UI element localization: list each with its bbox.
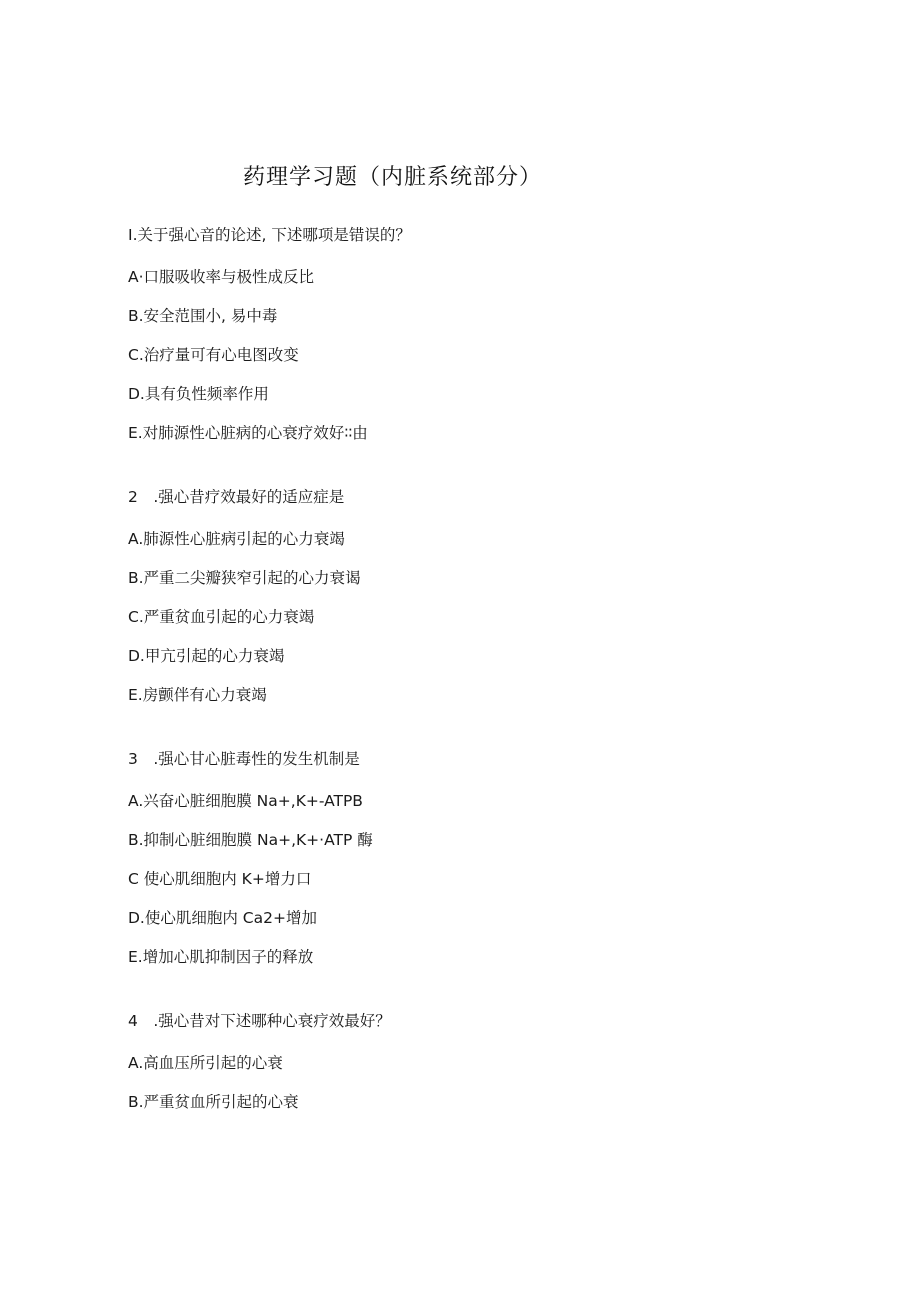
question-2-option-e: E.房颤伴有心力衰竭	[128, 686, 267, 704]
question-1-stem: I.关于强心音的论述, 下述哪项是错误的？	[128, 226, 411, 244]
question-2-option-c: C.严重贫血引起的心力衰竭	[128, 608, 315, 626]
question-3-option-e: E.增加心肌抑制因子的释放	[128, 948, 314, 966]
question-4-stem: 4 .强心昔对下述哪种心衰疗效最好？	[128, 1012, 391, 1030]
question-2-stem: 2 .强心昔疗效最好的适应症是	[128, 488, 345, 506]
question-4-option-b: B.严重贫血所引起的心衰	[128, 1093, 299, 1111]
question-1-option-d: D.具有负性频率作用	[128, 385, 269, 403]
document-title: 药理学习题（内脏系统部分）	[243, 165, 543, 190]
question-1-option-b: B.安全范围小, 易中毒	[128, 307, 278, 325]
question-1-option-c: C.治疗量可有心电图改变	[128, 346, 299, 364]
question-2-option-a: A.肺源性心脏病引起的心力衰竭	[128, 530, 345, 548]
question-3-option-a: A.兴奋心脏细胞膜 Na+,K+-ATPB	[128, 792, 363, 810]
question-2-option-b: B.严重二尖瓣狭窄引起的心力衰谒	[128, 569, 361, 587]
question-4-option-a: A.高血压所引起的心衰	[128, 1054, 283, 1072]
question-3-stem: 3 .强心甘心脏毒性的发生机制是	[128, 750, 360, 768]
question-1-option-e: E.对肺源性心脏病的心衰疗效好∶∶由	[128, 424, 368, 442]
question-3-option-b: B.抑制心脏细胞膜 Na+,K+·ATP 酶	[128, 831, 373, 849]
question-2-option-d: D.甲亢引起的心力衰竭	[128, 647, 285, 665]
question-3-option-c: C 使心肌细胞内 K+增力口	[128, 870, 312, 888]
question-1-option-a: A·口服吸收率与极性成反比	[128, 268, 315, 286]
question-3-option-d: D.使心肌细胞内 Ca2+增加	[128, 909, 317, 927]
